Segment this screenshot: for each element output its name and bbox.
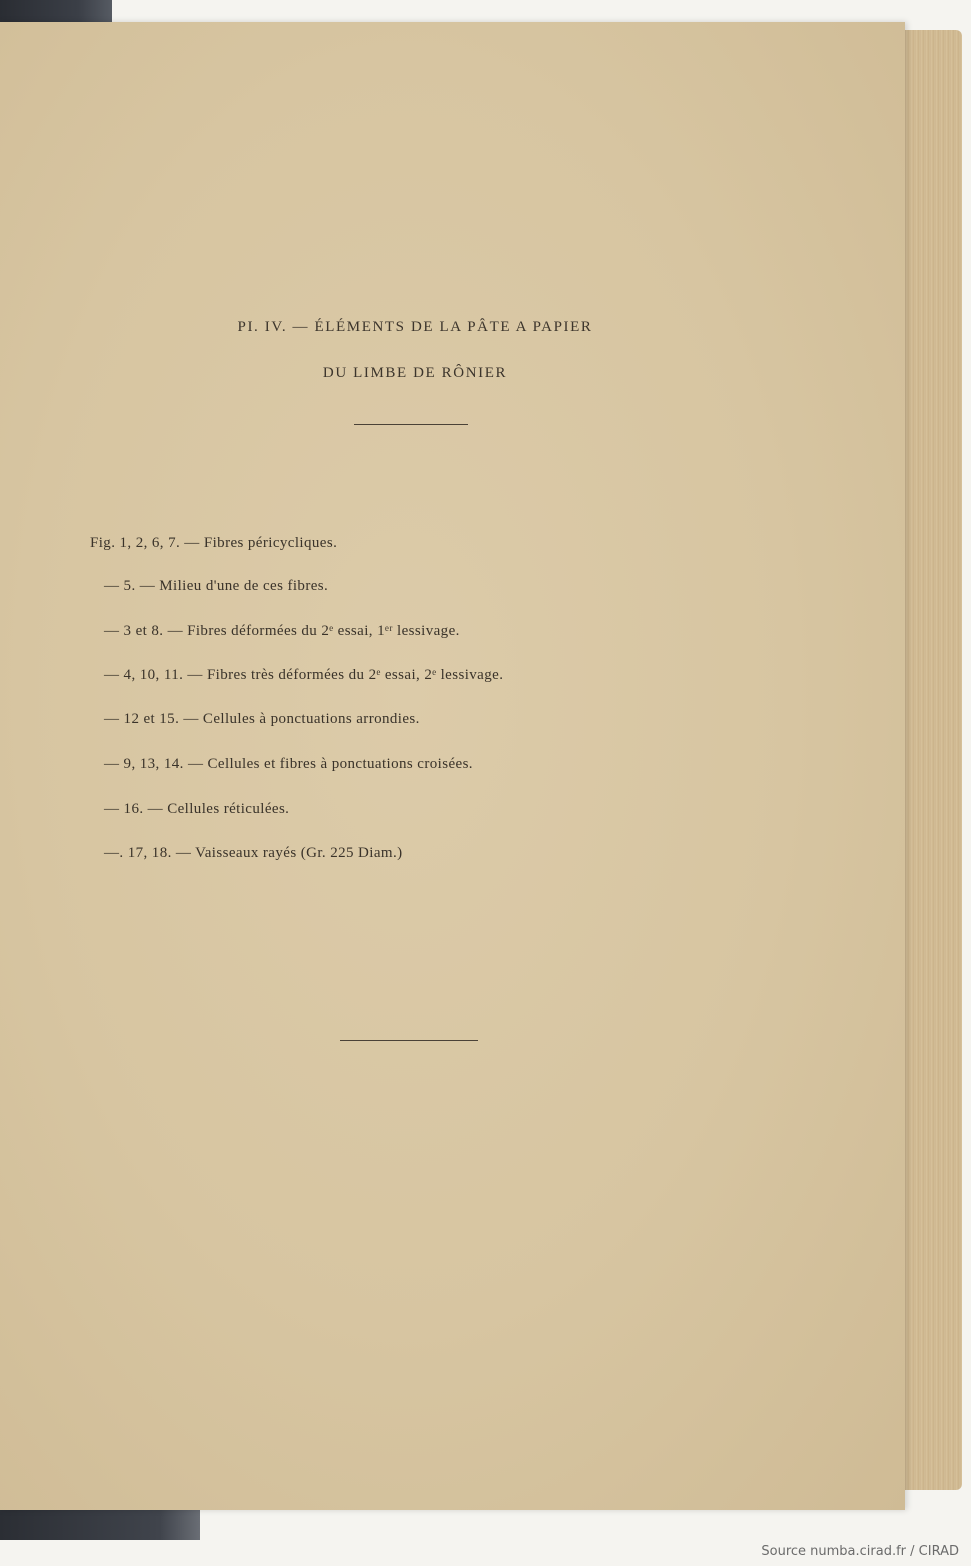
legend-item: — 12 et 15. — Cellules à ponctuations arrondies. (104, 711, 420, 727)
plate-title: PI. IV. — ÉLÉMENTS DE LA PÂTE A PAPIER (237, 319, 593, 335)
plate-subtitle: DU LIMBE DE RÔNIER (322, 365, 508, 381)
legend-item: — 3 et 8. — Fibres déformées du 2ᵉ essai, 1ᵉʳ lessivage. (104, 623, 460, 639)
book-page (0, 22, 905, 1510)
end-divider (340, 1040, 478, 1041)
title-divider (354, 424, 468, 425)
legend-item: — 4, 10, 11. — Fibres très déformées du 2ᵉ essai, 2ᵉ lessivage. (104, 667, 504, 683)
legend-item: — 5. — Milieu d'une de ces fibres. (104, 578, 329, 594)
legend-item: Fig. 1, 2, 6, 7. — Fibres péricycliques. (90, 535, 338, 551)
source-credit: Source numba.cirad.fr / CIRAD (761, 1544, 959, 1559)
legend-item: — 16. — Cellules réticulées. (104, 801, 290, 817)
legend-item: —. 17, 18. — Vaisseaux rayés (Gr. 225 Diam.) (104, 845, 403, 861)
legend-item: — 9, 13, 14. — Cellules et fibres à ponctuations croisées. (104, 756, 473, 772)
